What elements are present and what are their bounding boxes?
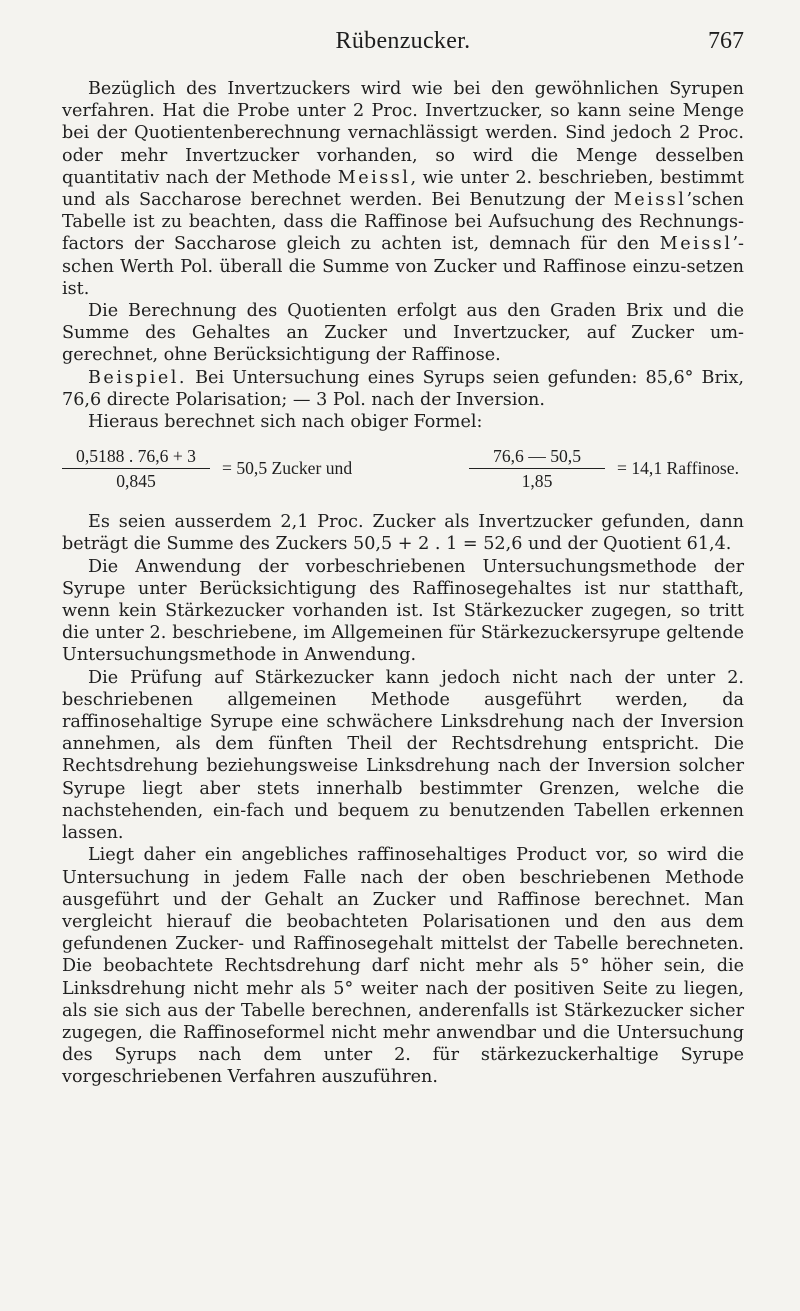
formula (62, 445, 744, 499)
fraction-bar (62, 468, 210, 469)
paragraph-quotient: Die Berechnung des Quotienten erfolgt aus den Graden Brix und die Summe des Gehaltes an Zucker und Invertzucker, auf Zucker um-gerechnet, ohne Berücksichtigung der Raffinose. (62, 301, 744, 366)
paragraph-procedure: Liegt daher ein angebliches raffinosehaltiges Product vor, so wird die Untersuchung in jedem Falle nach der oben beschriebenen Methode ausgeführt und der Gehalt an Zucker und Raffinose berechnet. Man vergleicht hierauf die beobachteten Polarisationen und den aus dem gefundenen Zucker- und Raffinosegehalt mittelst der Tabelle berechneten. Die beobachtete Rechtsdrehung darf nicht mehr als 5° höher sein, die Linksdrehung nicht mehr als 5° weiter nach der positiven Seite zu liegen, als sie sich aus der Tabelle berechnen, anderenfalls ist Stärkezucker sicher zugegen, die Raffinoseformel nicht mehr anwendbar und die Untersuchung des Syrups nach dem unter 2. für stärkezuckerhaltige Syrupe vorgeschriebenen Verfahren auszuführen. (62, 845, 744, 1088)
fraction-sugar (62, 445, 210, 492)
fraction-denominator: 1,85 (521, 471, 553, 492)
formula-result-sugar: = 50,5 Zucker und (222, 458, 353, 479)
author-name: Meissl (613, 190, 687, 211)
paragraph-method-application: Die Anwendung der vorbeschriebenen Untersuchungsmethode der Syrupe unter Berücksichtigung des Raffinosegehaltes ist nur statthaft, wenn kein Stärkezucker vorhanden ist. Ist Stärkezucker zugegen, so tritt die unter 2. beschriebene, im Allgemeinen für Stärkezuckersyrupe geltende Untersuchungsmethode in Anwendung. (62, 556, 744, 666)
example-label: Beispiel. (88, 367, 188, 388)
fraction-numerator: 76,6 — 50,5 (493, 446, 581, 467)
page-title: Rübenzucker. (335, 28, 471, 54)
formula-result-raffinose: = 14,1 Raffinose. (617, 458, 739, 479)
fraction-raffinose (469, 445, 605, 492)
page-number: 767 (708, 28, 744, 54)
paragraph-starch-test: Die Prüfung auf Stärkezucker kann jedoch nicht nach der unter 2. beschriebenen allgemeinen Methode ausgeführt werden, da raffinosehaltige Syrupe eine schwächere Linksdrehung nach der Inversion annehmen, als dem fünften Theil der Rechtsdrehung entspricht. Die Rechtsdrehung beziehungsweise Linksdrehung nach der Inversion solcher Syrupe liegt aber stets innerhalb bestimmter Grenzen, welche die nachstehenden, ein-fach und bequem zu benutzenden Tabellen erkennen lassen. (62, 667, 744, 844)
paragraph-invertzucker: Bezüglich des Invertzuckers wird wie bei den gewöhnlichen Syrupen verfahren. Hat die Probe unter 2 Proc. Invertzucker, so kann seine Menge bei der Quotientenberechnung vernachlässigt werden. Sind jedoch 2 Proc. oder mehr Invertzucker vorhanden, so wird die Menge desselben quantitativ nach der Methode Meissl, wie unter 2. beschrieben, bestimmt und als Saccharose berechnet werden. Bei Benutzung der Meissl’schen Tabelle ist zu beachten, dass die Raffinose bei Aufsuchung des Rechnungs-factors der Saccharose gleich zu achten ist, demnach für den Meissl’-schen Werth Pol. überall die Summe von Zucker und Raffinose einzu-setzen ist. (62, 79, 744, 299)
running-header (62, 28, 744, 78)
paragraph-invert-sum: Es seien ausserdem 2,1 Proc. Zucker als Invertzucker gefunden, dann beträgt die Summe des Zuckers 50,5 + 2 . 1 = 52,6 und der Quotient 61,4. (62, 512, 744, 555)
fraction-bar (469, 468, 605, 469)
fraction-numerator: 0,5188 . 76,6 + 3 (76, 446, 196, 467)
author-name: Meissl (659, 234, 733, 255)
fraction-denominator: 0,845 (116, 471, 156, 492)
paragraph-formula-intro: Hieraus berechnet sich nach obiger Formel: (88, 412, 483, 433)
author-name: Meissl (337, 167, 411, 188)
paragraph-example: Beispiel. Bei Untersuchung eines Syrups seien gefunden: 85,6° Brix, 76,6 directe Polarisation; — 3 Pol. nach der Inversion. (62, 367, 744, 410)
